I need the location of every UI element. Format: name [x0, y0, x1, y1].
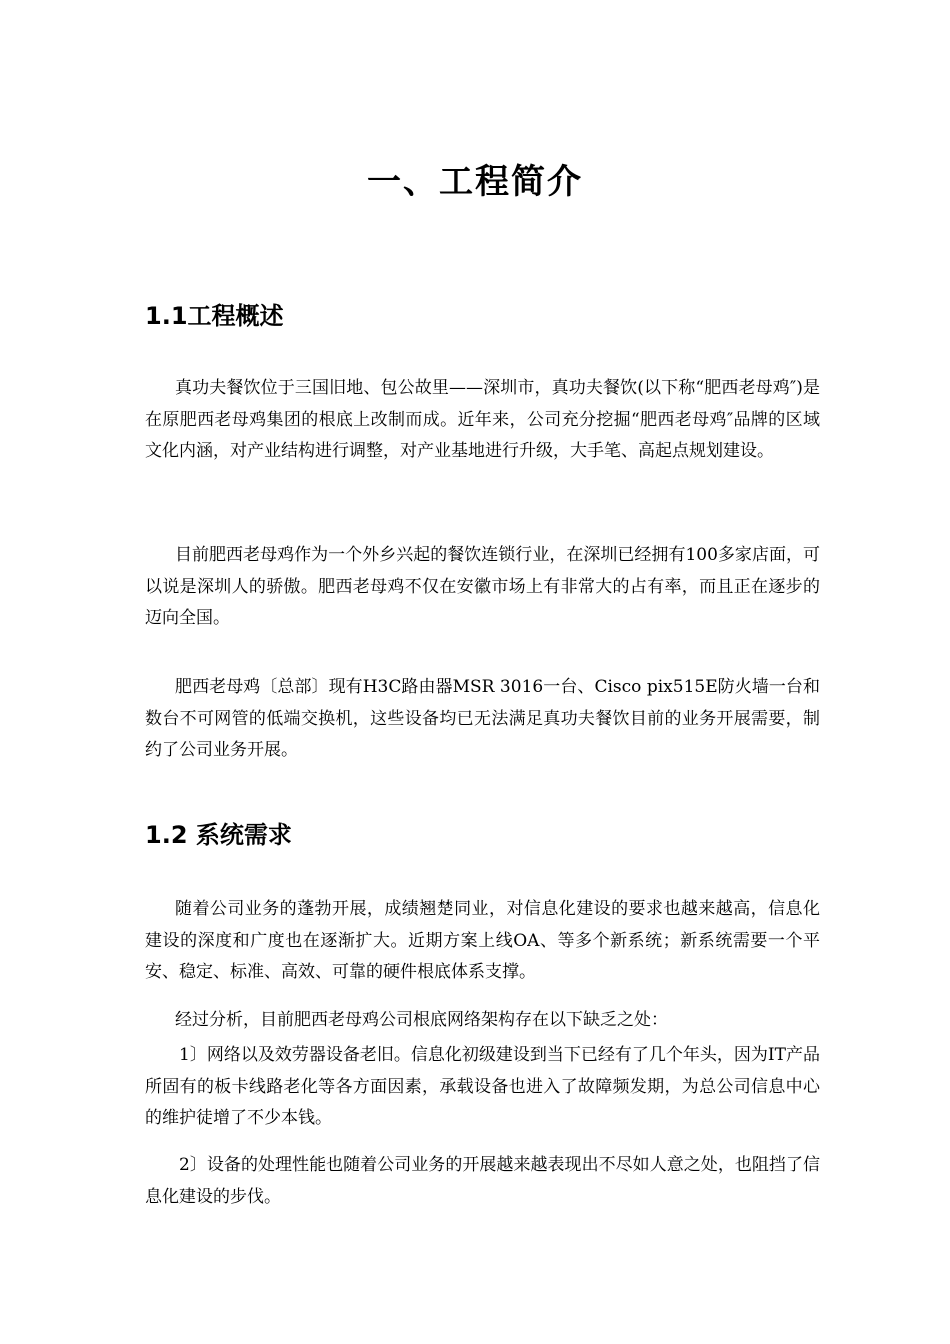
- list-item-performance: 2〕设备的处理性能也随着公司业务的开展越来越表现出不尽如人意之处，也阻挡了信息化建设的步伐。: [145, 1155, 820, 1207]
- section-heading-overview: 1.1工程概述: [145, 302, 284, 330]
- paragraph-analysis: 经过分析，目前肥西老母鸡公司根底网络架构存在以下缺乏之处：: [175, 1010, 668, 1030]
- paragraph-requirements: 随着公司业务的蓬勃开展，成绩翘楚同业，对信息化建设的要求也越来越高，信息化建设的深度和广度也在逐渐扩大。近期方案上线OA、等多个新系统；新系统需要一个平安、稳定、标准、高效、可靠的硬件根底体系支撑。: [145, 899, 820, 982]
- list-item-aging-equipment: 1〕网络以及效劳器设备老旧。信息化初级建设到当下已经有了几个年头，因为IT产品所固有的板卡线路老化等各方面因素，承载设备也进入了故障频发期，为总公司信息中心的维护徒增了不少本钱。: [145, 1045, 820, 1128]
- paragraph-stores: 目前肥西老母鸡作为一个外乡兴起的餐饮连锁行业，在深圳已经拥有100多家店面，可以说是深圳人的骄傲。肥西老母鸡不仅在安徽市场上有非常大的占有率，而且正在逐步的迈向全国。: [145, 545, 820, 628]
- paragraph-intro: 真功夫餐饮位于三国旧地、包公故里——深圳市，真功夫餐饮(以下称“肥西老母鸡″)是在原肥西老母鸡集团的根底上改制而成。近年来，公司充分挖掘“肥西老母鸡″品牌的区域文化内涵，对产业结构进行调整，对产业基地进行升级，大手笔、高起点规划建设。: [145, 378, 820, 461]
- chapter-title: 一、工程简介: [367, 162, 583, 202]
- paragraph-equipment: 肥西老母鸡〔总部〕现有H3C路由器MSR 3016一台、Cisco pix515E防火墙一台和数台不可网管的低端交换机，这些设备均已无法满足真功夫餐饮目前的业务开展需要，制约了公司业务开展。: [145, 677, 820, 760]
- section-heading-requirements: 1.2 系统需求: [145, 821, 292, 849]
